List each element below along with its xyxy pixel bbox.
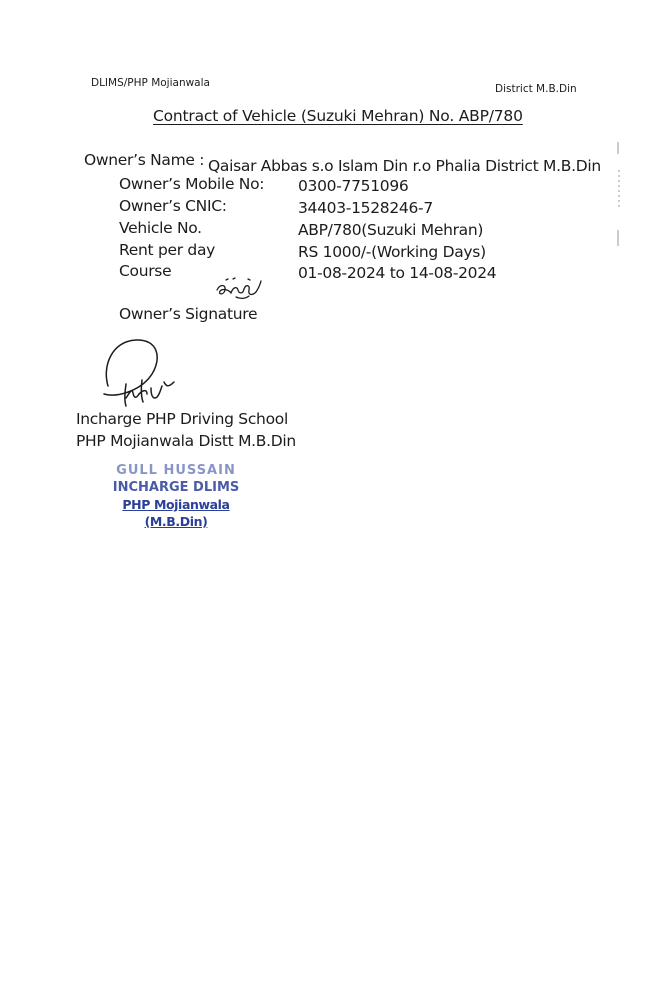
vehicle-value: ABP/780(Suzuki Mehran): [298, 221, 484, 239]
contract-title: Contract of Vehicle (Suzuki Mehran) No. ABP/780: [153, 107, 523, 125]
stamp-location: PHP Mojianwala (M.B.Din): [122, 497, 230, 529]
owner-signature-mark: [214, 276, 264, 302]
scan-edge-mark: [616, 140, 622, 250]
incharge-line1: Incharge PHP Driving School: [76, 410, 288, 428]
course-value: 01-08-2024 to 14-08-2024: [298, 264, 497, 282]
incharge-line2: PHP Mojianwala Distt M.B.Din: [76, 432, 296, 450]
cnic-label: Owner’s CNIC:: [119, 197, 227, 215]
mobile-value: 0300-7751096: [298, 177, 409, 195]
course-label: Course: [119, 262, 172, 280]
header-left: DLIMS/PHP Mojianwala: [91, 77, 210, 89]
rent-value: RS 1000/-(Working Days): [298, 243, 486, 261]
stamp-name: GULL HUSSAIN: [116, 463, 236, 478]
owner-name-label: Owner’s Name :: [84, 151, 205, 169]
owner-signature-label: Owner’s Signature: [119, 305, 258, 323]
stamp-designation: INCHARGE DLIMS: [112, 480, 240, 495]
mobile-label: Owner’s Mobile No:: [119, 175, 265, 193]
rent-label: Rent per day: [119, 241, 216, 259]
cnic-value: 34403-1528246-7: [298, 199, 433, 217]
official-stamp: [96, 462, 256, 530]
incharge-signature-mark: [96, 336, 186, 416]
header-right: District M.B.Din: [495, 83, 577, 95]
owner-name-value: Qaisar Abbas s.o Islam Din r.o Phalia District M.B.Din: [208, 157, 601, 175]
vehicle-label: Vehicle No.: [119, 219, 202, 237]
